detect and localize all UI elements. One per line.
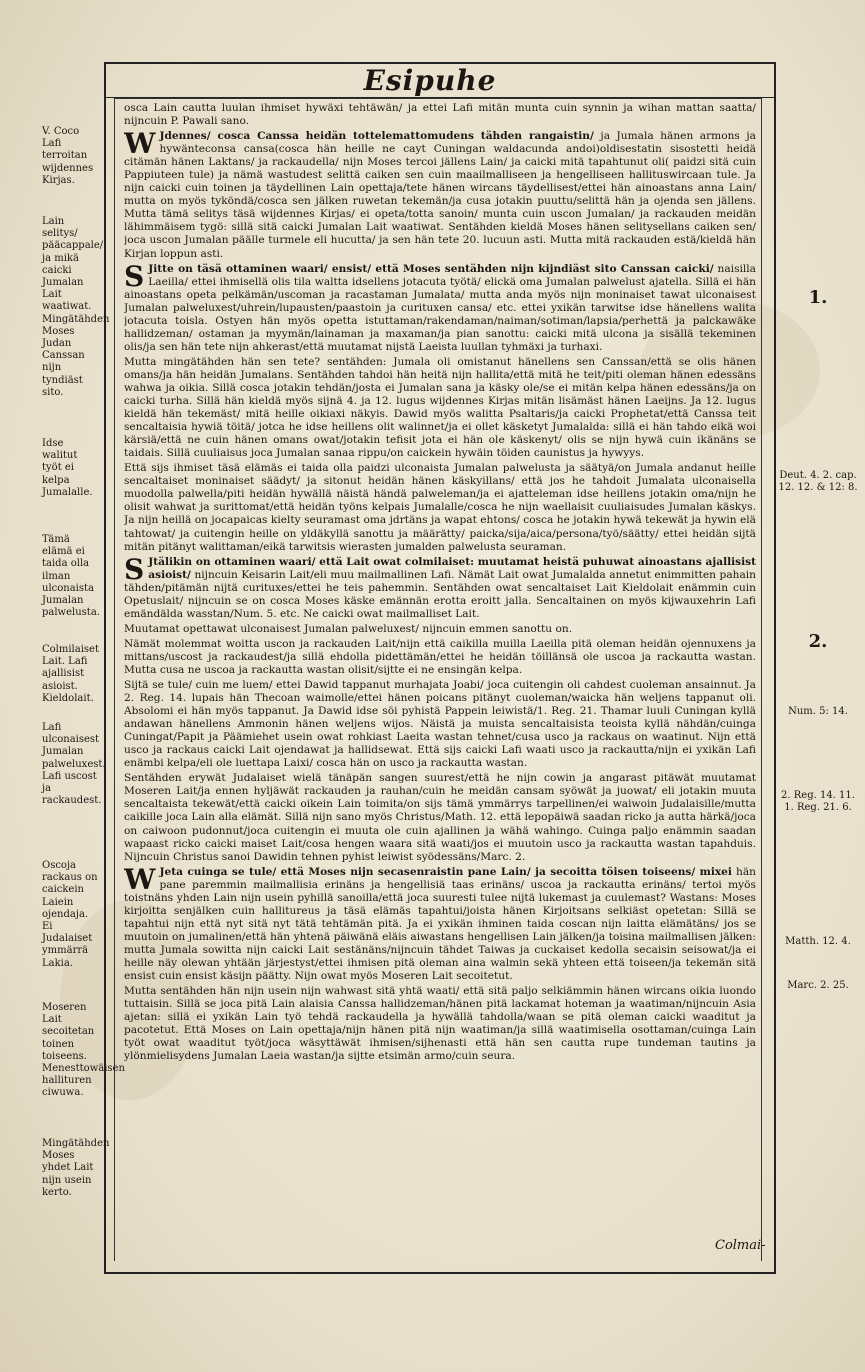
scripture-reference: Num. 5: 14. xyxy=(788,706,848,717)
paragraph-lead: Jitte on täsä ottaminen waari/ ensist/ että Moses sentähden nijn kijndiäst sito Canssan caicki/ xyxy=(148,262,714,275)
paragraph-lead: Jdennes/ cosca Canssa heidän tottelemattomudens tähden rangaistin/ xyxy=(159,130,594,143)
margin-note: Oscoja rackaus on caickein Laiein ojendaja. Ei Judalaiset ymmärrä Lakia. xyxy=(42,860,98,969)
paragraph: W Jdennes/ cosca Canssa heidän tottelemattomudens tähden rangaistin/ ja Jumala hänen armons ja hywänteconsa cansa(cosca hän heille ne cayt Cuningan waldacunda andoi)oldisestatin sisostetti heidä citämän hänen Laktans/ ja rackaudella/ nijn Moses tercoi jällens Lain/ ja caicki mitä tapahtunut oli( paidzi sitä cuin Pappiuteen tule) ja nämä wastudest selittä caiken sen cuin maailmalliseen ja hengelliseen hallituswircaan tule. Ja nijn caicki cuin toinen ja täydellinen Lain opettaja/tete hänen wircans täydellisest/ettei hän ainoastans anna Lain/ mutta on myös tyköndä/cosca sen jälken ruwetan tekemän/ja cusa jotakin puuttu/selittä hän ja ojenda sen jällens. Mutta tämä selitys täsä wijdennes Kirjas/ ei opeta/totta sanoin/ munta cuin uscon Jumalan/ ja rackauden meidän lähimmäisem tygö: sillä sitä caicki Jumalan Lait waatiwat. Sentähden kieldä Moses hänen selitysellans caiken sen/ joca uscon Jumalan päälle turmele eli hucutta/ ja sen hän tete 20. lucuun asti. Mutta mitä rackauden estä/kieldä hän Kirjan loppun asti. xyxy=(124,127,756,260)
paragraph: Että sijs ihmiset täsä elämäs ei taida olla paidzi ulconaista Jumalan palwelusta ja säätyä/on Jumala andanut heille sencaltaiset moninaiset säädyt/ ja sitonut heidän hänen käskyillans/ että jos he tahdoit Jumalata ulconaisella muodolla palwella/piti heidän hywällä näistä händä palweleman/ja ei ajatteleman idse heillens jotakin oma/nijn he olisit wahwat ja surittomat/että heidän työns kelpais Jumalalle/cosca he nijn waellaisit cuuliaisudes Jumalan käskys. Ja nijn heillä on jocapaicas kielty seuramast oma jdrtäns ja wapat ehtons/ cosca he jotakin hywä tekewät ja hywin elä tahtowat/ ja cuitengin heille on yldäkyllä sanottu ja määrätty/ paicka/sija/aica/persona/työ/säätty/ ettei heidän sijtä mitän pitänyt walittaman/eikä tarwitsis wierasten jumalden palwelusta seuraman. xyxy=(124,462,756,553)
section-number: 1. xyxy=(808,287,828,308)
paragraph-lead: Jeta cuinga se tule/ että Moses nijn secasenraistin pane Lain/ ja secoitta töisen toiseens/ mixei xyxy=(159,865,732,878)
paragraph: Nämät molemmat woitta uscon ja rackauden Lait/nijn että caikilla muilla Laeilla pitä oleman heidän ojennuxens ja mittans/uscost ja rackaudest/ja sillä ehdolla pidettämän/ettei he heidän töillänsä ole uscoa ja rackautta wastan. Mutta cusa ne uscoa ja rackautta wastan olisit/sijtte ei ne ensingän kelpa. xyxy=(124,637,756,676)
drop-cap: S xyxy=(124,259,145,293)
paragraph: Sijtä se tule/ cuin me luem/ ettei Dawid tappanut murhajata Joabi/ joca cuitengin oli cahdest cuoleman ansainnut. Ja 2. Reg. 14. lupais hän Thecoan waimolle/ettei hänen poicans pitänyt cuoleman/waicka hän weljens tappanut oli. Absolomi ei hän myös tappanut. Ja Dawid idse söi pyhistä Pappein leiwistä/1. Reg. 21. Thamar luuli Cuningan kyllä andawan hänellens Ammonin hänen weljens wijos. Näistä ja muista sencaltaisista teoista kyllä nähdän/cuinga Cuningat/Papit ja Päämiehet usein owat rohkiast Laeita wastan tehnet/cusa usco ja rackaus on waatinut. Nijn että usco ja rackaus caicki Lait ojendawat ja hallidsewat. Että sijs caicki Lafi waati usco ja rackautta/nijn ei yxikän Lafi enämbi kelpa/eli ole luettapa Laixi/ cosca hän on usco ja rackautta wastan. xyxy=(124,679,756,770)
margin-note: Colmilaiset Lait. Lafi ajallisist asioist. Kieldolait. xyxy=(42,644,99,704)
margin-note: Tämä elämä ei taida olla ilman ulconaista Jumalan palwelusta. xyxy=(42,534,100,619)
paragraph: W Jeta cuinga se tule/ että Moses nijn secasenraistin pane Lain/ ja secoitta töisen toiseens/ mixei hän pane paremmin mailmallisia erinäns ja hengellisiä taas erinäns/ uscoa ja rackautta erinäns/ tertoi myös toistnäns yhden Lain nijn usein pyhillä sanoilla/että joca suuresti tulee nijtä lukemast ja cuulemast? Wastans: Moses kirjoitta senjälken cuin hallitureus ja täsä elämäs tapahtui/joista hänen Kirjoitsans selkiäst opetetan: Sillä se tapahtui nijn että nyt sitä nyt tätä tehtämän pitä. Ja ei yxikän ihminen taida coscan nijn laitta elämätäns/ jos se muutoin on jumalinen/että hän yhtenä päiwänä eläis aiwastans hengellisen Lain jälken/ja toisina mailmallisen jälken: mutta Jumala sowitta nijn caicki Lait sestänäns/nijncuin tähdet Taiwas ja cuckaiset kedolla secaisin seisowat/ja ei heille näy olewan yhtään järjestyst/ettei ihmisen pitä oleman aina walmin sekä yhteen että toiseen/ja tekemän sitä ensist cuin ensist käsijn päätty. Nijn owat myös Moseren Lait secoitetut. xyxy=(124,862,756,983)
paragraph: Mutta mingätähden hän sen tete? sentähden: Jumala oli omistanut hänellens sen Canssan/että se olis hänen omans/ja hän heidän Jumalans. Sentähden tahdoi hän heitä nijn hallita/että mitä he teit/piti oleman hänen edessäns wahwa ja oikia. Sillä cosca jotakin tehdän/josta ei Jumalan sana ja käsky ole/se ei mitän kelpa hänen edessäns/ja on caicki turha. Sillä hän kieldä myös sijnä 4. ja 12. lugus wijdennes Kirjas mitän lisämäst hänen Laeijns. Ja 12. lugus kieldä hän tekemäst/ mitä heille oikiaxi näkyis. Dawid myös walitta Psaltaris/ja caicki Prophetat/että Canssa teit sencaltaisia hywiä töitä/ jotca he idse heillens olit walinnet/ja ei ollet käsketyt Jumalalda: sillä ei hän tahdo eikä woi kärsiä/että ne cuin hänen omans owat/jotakin tefisit jota ei hän ole käskenyt/ olis se nijn hywä cuin ikänäns se taidais. Sillä cuuliaisus joca Jumalan sanaa rippu/on caickein hywäin töiden caunistus ja hywyys. xyxy=(124,355,756,460)
margin-note: Lafi ulconaisest Jumalan palweluxest. Lafi uscost ja rackaudest. xyxy=(42,722,106,807)
scripture-reference: Marc. 2. 25. xyxy=(787,980,849,991)
catchword: Colmai- xyxy=(715,1238,766,1253)
drop-cap: S xyxy=(124,552,145,586)
margin-note: Moseren Lait secoitetan toinen toiseens. Menesttowäisen hallituren ciwuwa. xyxy=(42,1002,125,1099)
paragraph: S Jitte on täsä ottaminen waari/ ensist/ että Moses sentähden nijn kijndiäst sito Canssan caicki/ naisilla Laeilla/ ettei ihmisellä olis tila waltta idsellens jotacuta työtä/ elickä oma Jumalan palwelust ajatella. Sillä ei hän ainoastans opeta pelkämän/uscoman ja racastaman Jumalata/ mutta anda myös nijn moninaiset tawat ulconaisest Jumalan palweluxest/uhrein/lupausten/paastoin ja curituxen cansa/ etc. ettei yxikän tarwitse idse hänellens walita jotacuta toisla. Ostyen hän myös opetta istuttaman/rakendaman/naiman/sotiman/lapsia/perhettä ja palckawäke hallidzeman/ ostaman ja myymän/lainaman ja maxaman/ja pian sanottu: caicki mitä ulcona ja sisällä tekeminen olis/ja sen hän tete nijn ahkerast/että muutamat nijstä Laeista luullan tyhmäxi ja turhaxi. xyxy=(124,259,756,353)
drop-cap: W xyxy=(124,862,156,896)
paragraph: Sentähden erywät Judalaiset wielä tänäpän sangen suurest/että he nijn cowin ja angarast pitäwät muutamat Moseren Lait/ja ennen hyljäwät rackauden ja rauhan/cuin he meidän cansam syöwät ja juowat/ eli jotakin muuta sencaltaista tekewät/että caicki oikein Lain toimita/on sijs tämä ymmärrys tarpellinen/ei waiwoin Judalaisille/mutta caikille joca Lain alla elämät. Sillä nijn sano myös Christus/Math. 12. että lepopäiwä saadan ricko ja autta härkä/joca on caiwoon pudonnut/joca cuitengin ei muuta ole cuin ajallinen ja wähä wahingo. Cuinga paljo enämmin saadan wapaast ricko caicki maiset Lait/cosa hengen waara sitä waati/jos ei muutoin usco ja rackautta wastan tapahduis. Nijncuin Christus sanoi Dawidin tehnen pyhist leiwist syödessäns/Marc. 2. xyxy=(124,772,756,863)
section-number: 2. xyxy=(808,631,828,652)
body-text xyxy=(124,102,756,1254)
margin-note: Idse walitut työt ei kelpa Jumalalle. xyxy=(42,438,93,498)
paragraph: Mutta sentähden hän nijn usein nijn wahwast sitä yhtä waati/ että sitä paljo selkiämmin hänen wircans oikia luondo tuttaisin. Sillä se joca pitä Lain alaisia Canssa hallidzeman/hänen pitä lackamat hoteman ja waatiman/nijncuin Asia ajetan: sillä ei yxikän Lain työ tehdä rackaudella ja hywällä tahdolla/waan se pitä oleman caicki waaditut ja pacotetut. Että Moses on Lain opettaja/nijn hänen pitä nijn waatiman/ja sillä waatimisella osottaman/cuinga Lain työt owat waaditut työt/joca wäsyttäwät ihmisen/sijhenasti että hän sen cautta rupe tundeman tautins ja ylönmielisydens Jumalan Laeia wastan/ja sijtte etsimän armo/cuin seura. xyxy=(124,985,756,1063)
scripture-reference: Matth. 12. 4. xyxy=(785,936,851,947)
page-title: Esipuhe xyxy=(363,64,497,97)
paragraph: S Jtälikin on ottaminen waari/ että Lait owat colmilaiset: muutamat heistä puhuwat ainoastans ajallisist asioist/ nijncuin Keisarin Lait/eli muu mailmallinen Lafi. Nämät Lait owat Jumalalda annetut enimmitten pahain tähden/pitämän nijtä curituxes/ettei he teis pahemmin. Sentähden owat sencaltaiset Lait Kieldolait enämmin cuin Opetuslait/ nijncuin se on cosca Moses käske emännän erotta eroitt jalla. Sencaltainen on myös kijwauxehrin Lafi emändälda wasstan/Num. 5. etc. Ne caicki owat mailmalliset Lait. xyxy=(124,552,756,620)
drop-cap: W xyxy=(124,127,156,161)
scripture-reference: Deut. 4. 2. cap. 12. 12. & 12: 8. xyxy=(778,470,858,493)
paragraph: osca Lain cautta luulan ihmiset hywäxi tehtäwän/ ja ettei Lafi mitän munta cuin synnin ja wihan mattan saatta/ nijncuin P. Pawali sano. xyxy=(124,102,756,128)
paragraph: Muutamat opettawat ulconaisest Jumalan palweluxest/ nijncuin emmen sanottu on. xyxy=(124,622,573,635)
paragraph-lead: Jtälikin on ottaminen waari/ että Lait owat colmilaiset: muutamat heistä puhuwat ainoastans ajallisist asioist/ xyxy=(148,555,756,581)
margin-note: Lain selitys/ pääcappale/ ja mikä caicki Jumalan Lait waatiwat. Mingätähden Moses Judan Canssan nijn tyndiäst sito. xyxy=(42,216,110,398)
scripture-reference: 2. Reg. 14. 11. 1. Reg. 21. 6. xyxy=(781,790,855,813)
margin-note: Mingätähden Moses yhdet Lait nijn usein kerto. xyxy=(42,1138,110,1198)
margin-note: V. Coco Lafi terroitan wijdennes Kirjas. xyxy=(42,126,94,186)
